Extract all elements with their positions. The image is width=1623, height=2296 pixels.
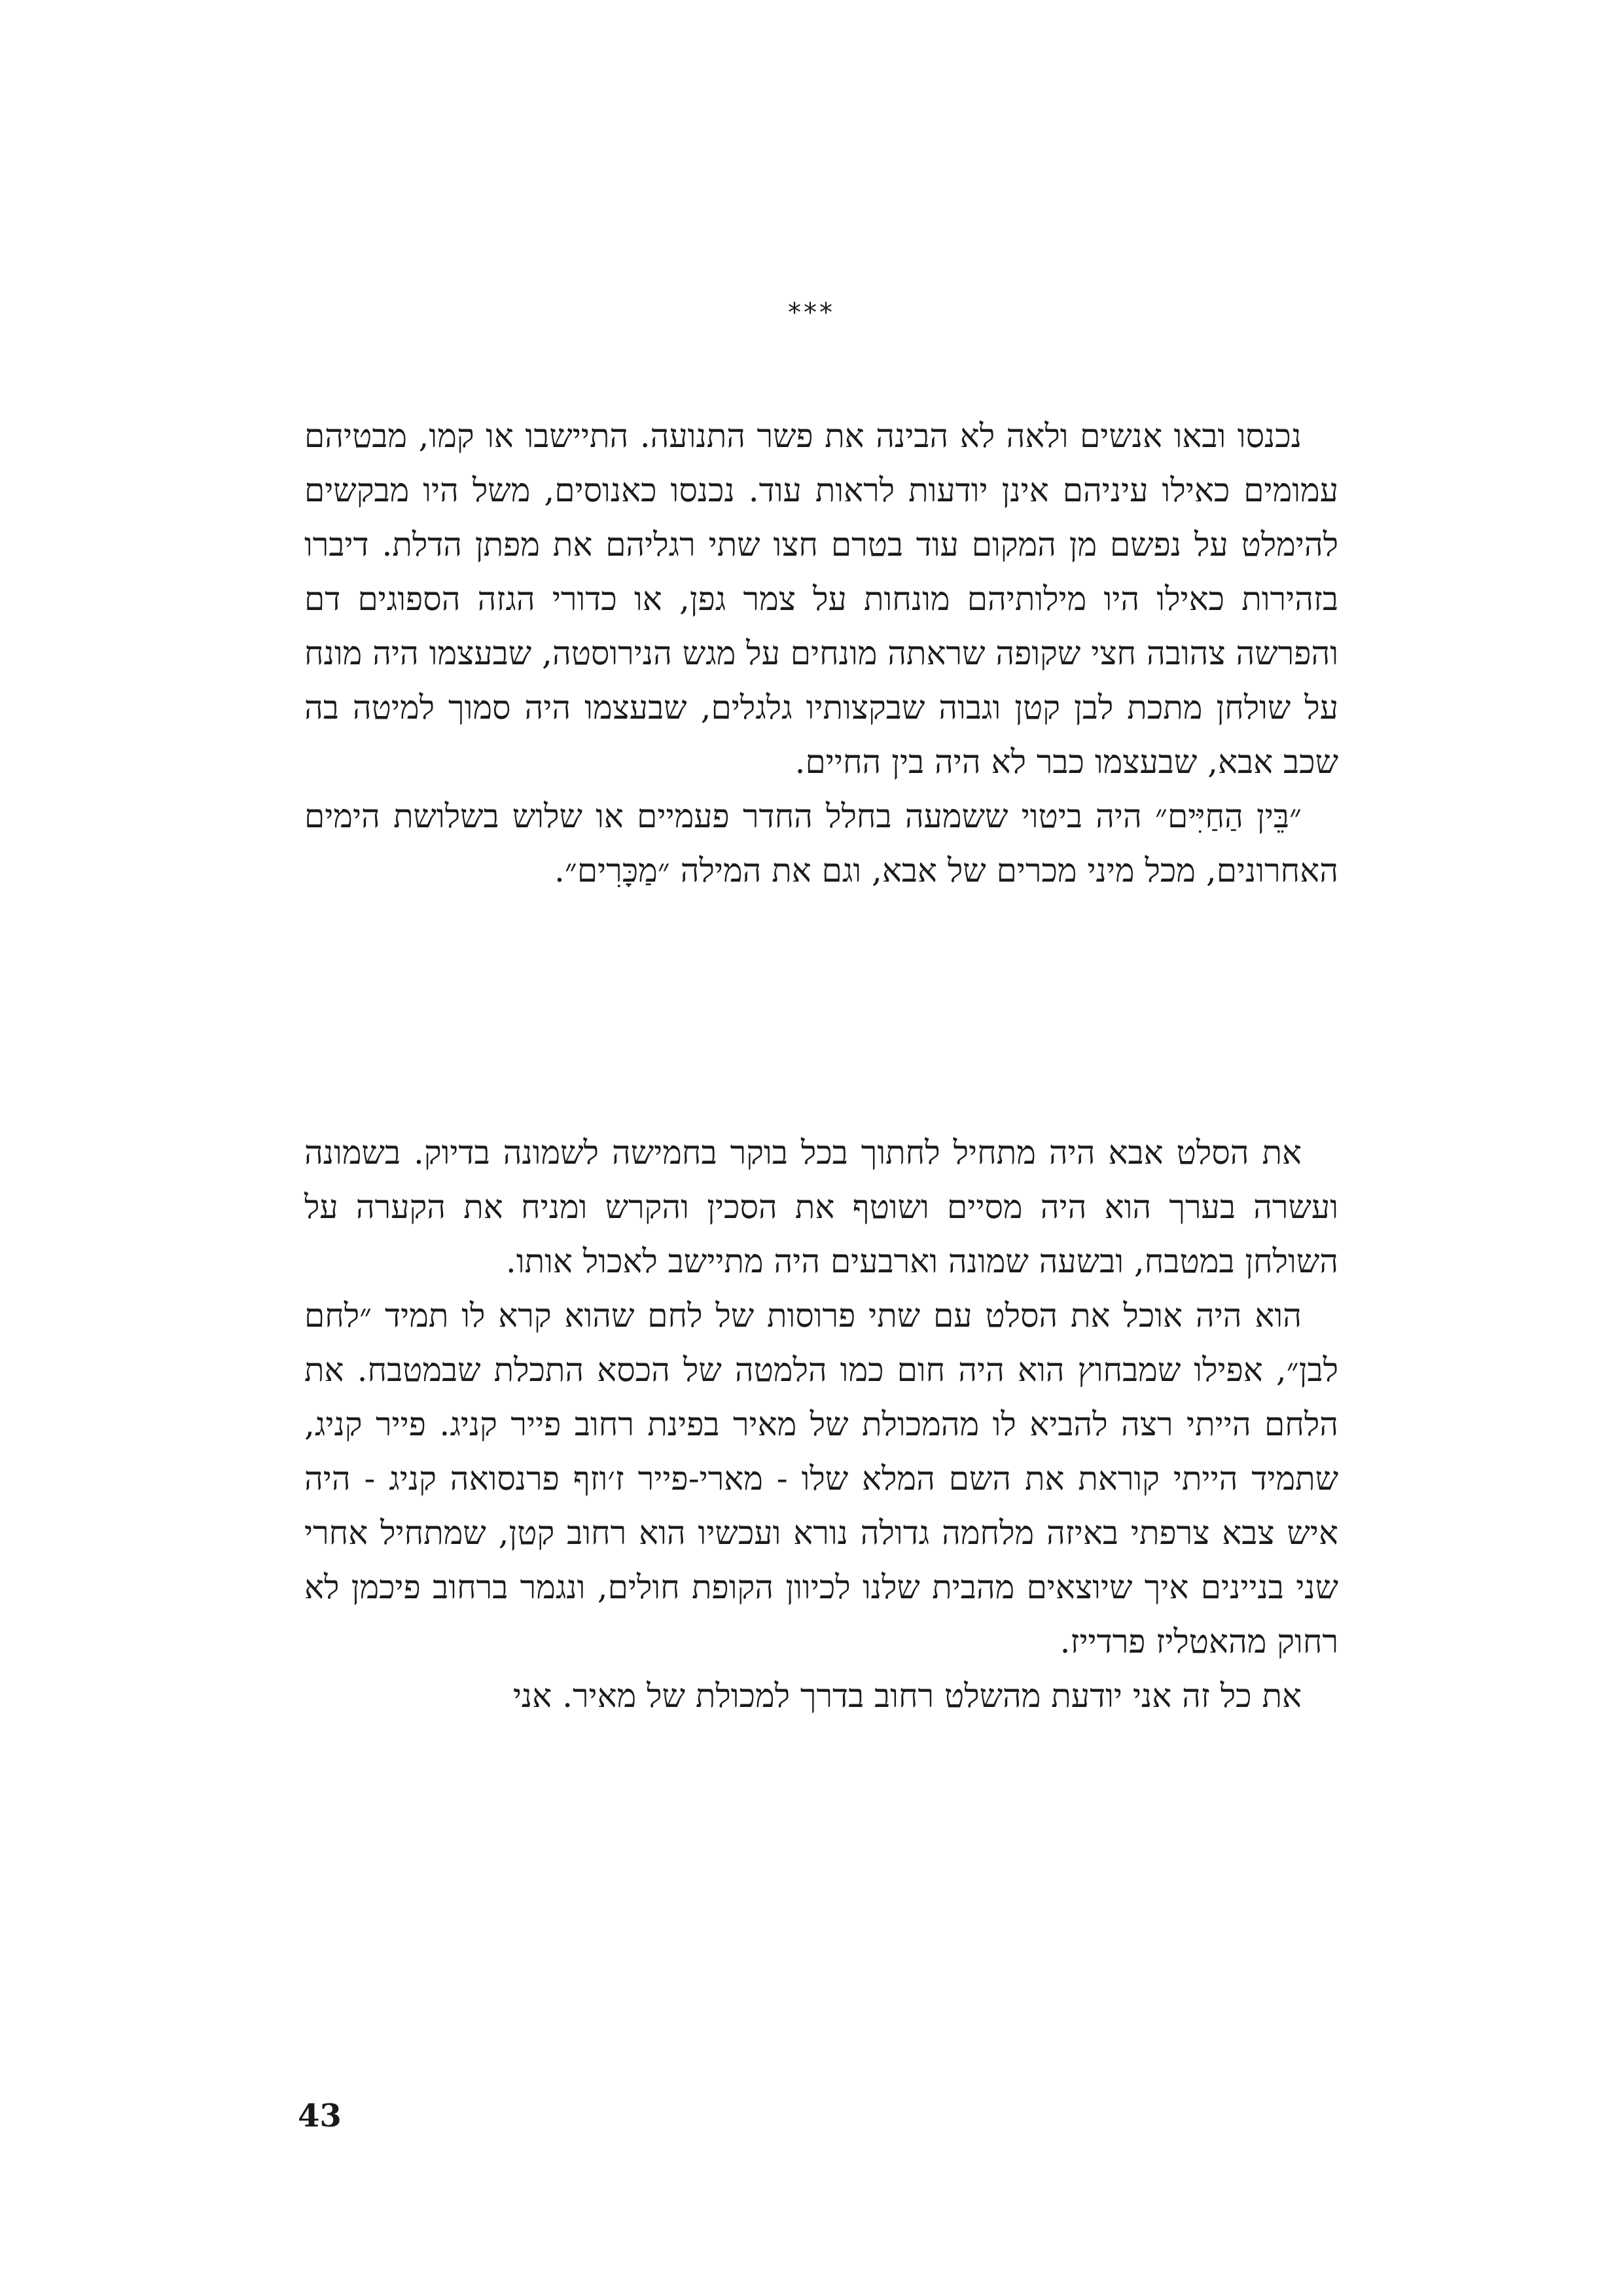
paragraph: הוא היה אוכל את הסלט עם שתי פרוסות של לחם שהוא קרא לו תמיד ״לחם לבן״, אפילו שמבחוץ הוא היה חום כמו הלמטה של הכסא התכלת שבמטבח. את הלחם הייתי רצה להביא לו מהמכולת של מאיר בפינת רחוב פייר קניג. פייר קניג, שתמיד הייתי קוראת את השם המלא שלו - מארי-פייר ז׳וזף פרנסואה קניג - היה איש צבא צרפתי באיזה מלחמה גדולה נורא ועכשיו הוא רחוב קטן, שמתחיל אחרי שני בניינים איך שיוצאים מהבית שלנו לכיוון הקופת חולים, ונגמר ברחוב פיכמן לא רחוק מהאטליז פרדייז. (304, 1297, 1338, 1660)
section-separator: *** (788, 298, 835, 328)
paragraph: נכנסו ובאו אנשים ולאה לא הבינה את פשר התנועה. התיישבו או קמו, מבטיהם עמומים כאילו עיניהם אינן יודעות לראות עוד. נכנסו כאנוסים, משל היו מבקשים להימלט על נפשם מן המקום עוד בטרם חצו שתי רגליהם את מפתן הדלת. דיברו בזהירות כאילו היו מילותיהם מונחות על צמר גפן, או כדורי הגזה הספוגים דם והפרשה צהובה חצי שקופה שראתה מונחים על מגש הנירוסטה, שבעצמו היה מונח על שולחן מתכת לבן קטן וגבוה שבקצותיו גלגלים, שבעצמו היה סמוך למיטה בה שכב אבא, שבעצמו כבר לא היה בין החיים. (304, 417, 1338, 781)
paragraph: ״בֵּין הַחַיִּים״ היה ביטוי ששמעה בחלל החדר פעמיים או שלוש בשלושת הימים האחרונים, מכל מיני מכרים של אבא, וגם את המילה ״מַכָּרִים״. (304, 797, 1338, 889)
paragraph: את הסלט אבא היה מתחיל לחתוך בכל בוקר בחמישה לשמונה בדיוק. בשמונה ועשרה בערך הוא היה מסיים ושוטף את הסכין והקרש ומניח את הקערה על השולחן במטבח, ובשעה שמונה וארבעים היה מתיישב לאכול אותו. (304, 1134, 1338, 1280)
section-2-text (304, 1126, 1338, 1723)
section-1-text (304, 409, 1338, 898)
paragraph: את כל זה אני יודעת מהשלט רחוב בדרך למכולת של מאיר. אני (512, 1677, 1302, 1715)
page-number: 43 (298, 2098, 342, 2134)
